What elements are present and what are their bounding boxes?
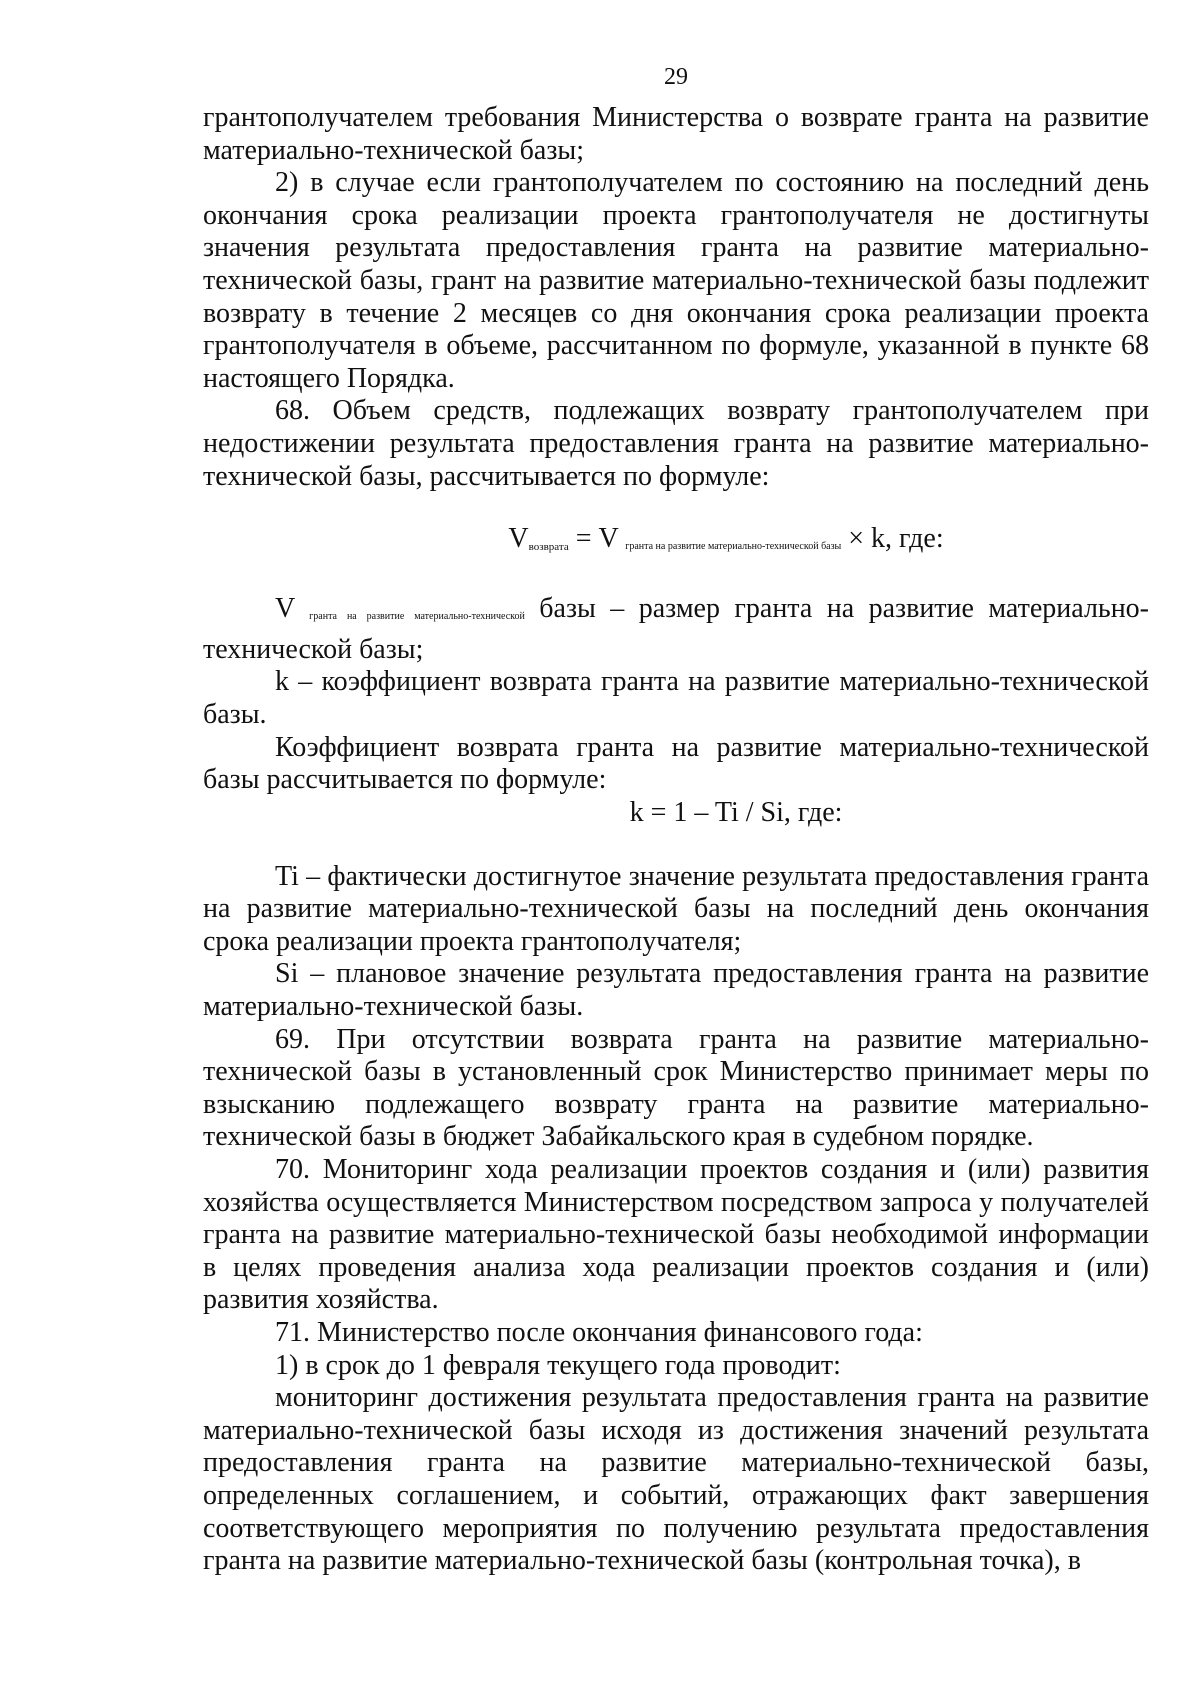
- paragraph: 71. Министерство после окончания финансового года:: [275, 1317, 923, 1348]
- paragraph: Коэффициент возврата гранта на развитие материально-технической базы рассчитывается по формуле:: [203, 731, 1149, 796]
- document-body: [203, 102, 1149, 1578]
- formula-coefficient: k = 1 – Ti / Si, где:: [629, 796, 843, 828]
- formula-v: V: [508, 523, 529, 555]
- formula-return-volume: [203, 523, 1149, 563]
- paragraph: Ti – фактически достигнутое значение результата предоставления гранта на развитие материально-технической базы на последний день окончания срока реализации проекта грантополучателя;: [203, 860, 1149, 957]
- paragraph: 69. При отсутствии возврата гранта на развитие материально-технической базы в установленный срок Министерство принимает меры по взысканию подлежащего возврату гранта на развитие материально-технической базы в бюджет Забайкальского края в судебном порядке.: [203, 1023, 1149, 1153]
- definition-v-subscript: гранта на развитие материально-технической: [309, 611, 525, 623]
- paragraph: k – коэффициент возврата гранта на развитие материально-технической базы.: [203, 666, 1149, 730]
- page-number: 29: [664, 64, 688, 90]
- document-page: [203, 62, 1149, 1578]
- definition-v: V: [275, 593, 310, 625]
- paragraph: мониторинг достижения результата предоставления гранта на развитие материально-технической базы исходя из достижения значений результата предоставления гранта на развитие материально-технической базы, определенных соглашением, и событий, отражающих факт завершения соответствующего мероприятия по получению результата предоставления гранта на развитие материально-технической базы (контрольная точка), в: [203, 1382, 1149, 1577]
- paragraph: грантополучателем требования Министерства о возврате гранта на развитие материально-технической базы;: [203, 102, 1149, 166]
- definition-v-text: базы – размер гранта на развитие материально-технической базы;: [203, 593, 1150, 665]
- formula-tail: × k, где:: [841, 523, 944, 555]
- paragraph: Si – плановое значение результата предоставления гранта на развитие материально-технической базы.: [203, 958, 1149, 1023]
- formula-subscript-grant: гранта на развитие материально-технической базы: [625, 541, 842, 553]
- paragraph: 68. Объем средств, подлежащих возврату грантополучателем при недостижении результата предоставления гранта на развитие материально-технической базы, рассчитывается по формуле:: [203, 395, 1149, 492]
- formula-subscript-return: возврата: [528, 541, 569, 554]
- paragraph: 1) в срок до 1 февраля текущего года проводит:: [275, 1349, 841, 1381]
- paragraph: 2) в случае если грантополучателем по состоянию на последний день окончания срока реализации проекта грантополучателя не достигнуты значения результата предоставления гранта на развитие материально-технической базы, грант на развитие материально-технической базы подлежит возврату в течение 2 месяцев со дня окончания срока реализации проекта грантополучателя в объеме, рассчитанном по формуле, указанной в пункте 68 настоящего Порядка.: [203, 167, 1149, 394]
- formula-equals: = V: [568, 523, 626, 555]
- definition-v-grant: [203, 593, 1149, 666]
- paragraph: 70. Мониторинг хода реализации проектов создания и (или) развития хозяйства осуществляется Министерством посредством запроса у получателей гранта на развитие материально-технической базы необходимой информации в целях проведения анализа хода реализации проектов создания и (или) развития хозяйства.: [203, 1154, 1149, 1316]
